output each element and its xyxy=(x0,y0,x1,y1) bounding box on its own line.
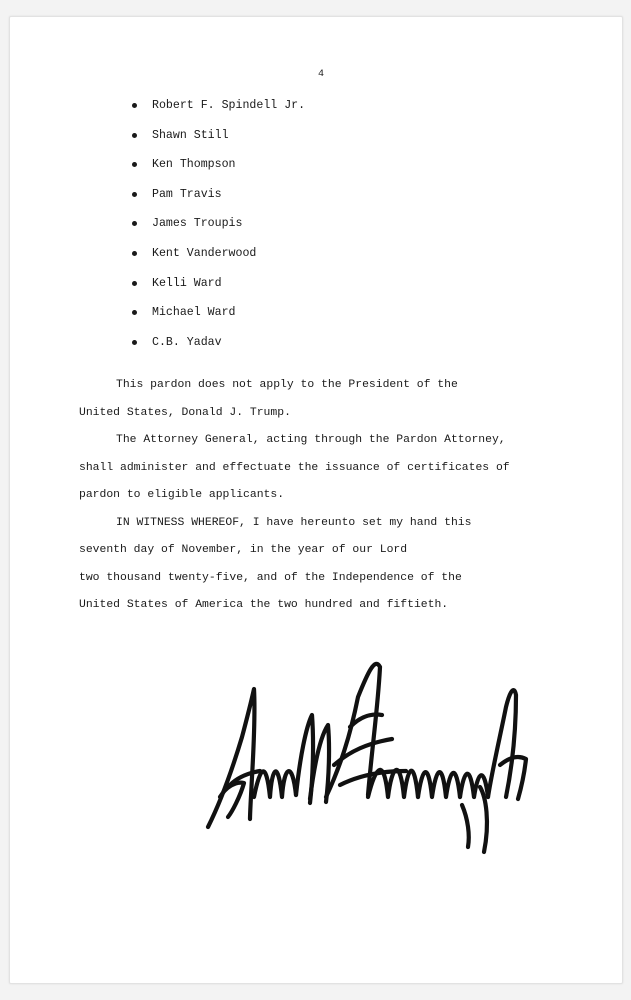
handwritten-signature-image xyxy=(200,647,540,862)
list-item-name: Robert F. Spindell Jr. xyxy=(152,99,306,112)
body-line: two thousand twenty-five, and of the Independence of the xyxy=(79,571,462,584)
list-item-name: James Troupis xyxy=(152,217,243,231)
body-line: IN WITNESS WHEREOF, I have hereunto set my hand this xyxy=(116,516,472,529)
body-line: United States, Donald J. Trump. xyxy=(79,406,291,419)
bullet-dot-icon xyxy=(132,221,137,226)
list-item-name: Kelli Ward xyxy=(152,276,222,290)
page-number: 4 xyxy=(317,69,324,80)
list-item-name: Michael Ward xyxy=(152,306,236,320)
bullet-dot-icon xyxy=(132,310,137,315)
proclamation-body xyxy=(79,376,559,624)
bullet-dot-icon xyxy=(132,251,137,256)
bullet-dot-icon xyxy=(132,281,137,286)
list-item-name: Pam Travis xyxy=(152,187,222,201)
document-page xyxy=(9,16,623,984)
bullet-dot-icon xyxy=(132,162,137,167)
list-item-name: C.B. Yadav xyxy=(152,335,222,349)
list-item-name: Shawn Still xyxy=(152,128,229,142)
bullet-dot-icon xyxy=(132,192,137,197)
body-line: United States of America the two hundred and fiftieth. xyxy=(79,599,449,611)
list-item-name: Kent Vanderwood xyxy=(152,246,257,260)
bullet-dot-icon xyxy=(132,133,137,138)
body-line: This pardon does not apply to the President of the xyxy=(116,379,458,391)
body-line: The Attorney General, acting through the Pardon Attorney, xyxy=(116,434,506,446)
bullet-dot-icon xyxy=(132,103,137,108)
body-line: pardon to eligible applicants. xyxy=(79,489,285,501)
list-item-name: Ken Thompson xyxy=(152,158,236,172)
bullet-dot-icon xyxy=(132,340,137,345)
body-line: seventh day of November, in the year of our Lord xyxy=(79,544,408,556)
body-line: shall administer and effectuate the issuance of certificates of xyxy=(79,461,510,474)
